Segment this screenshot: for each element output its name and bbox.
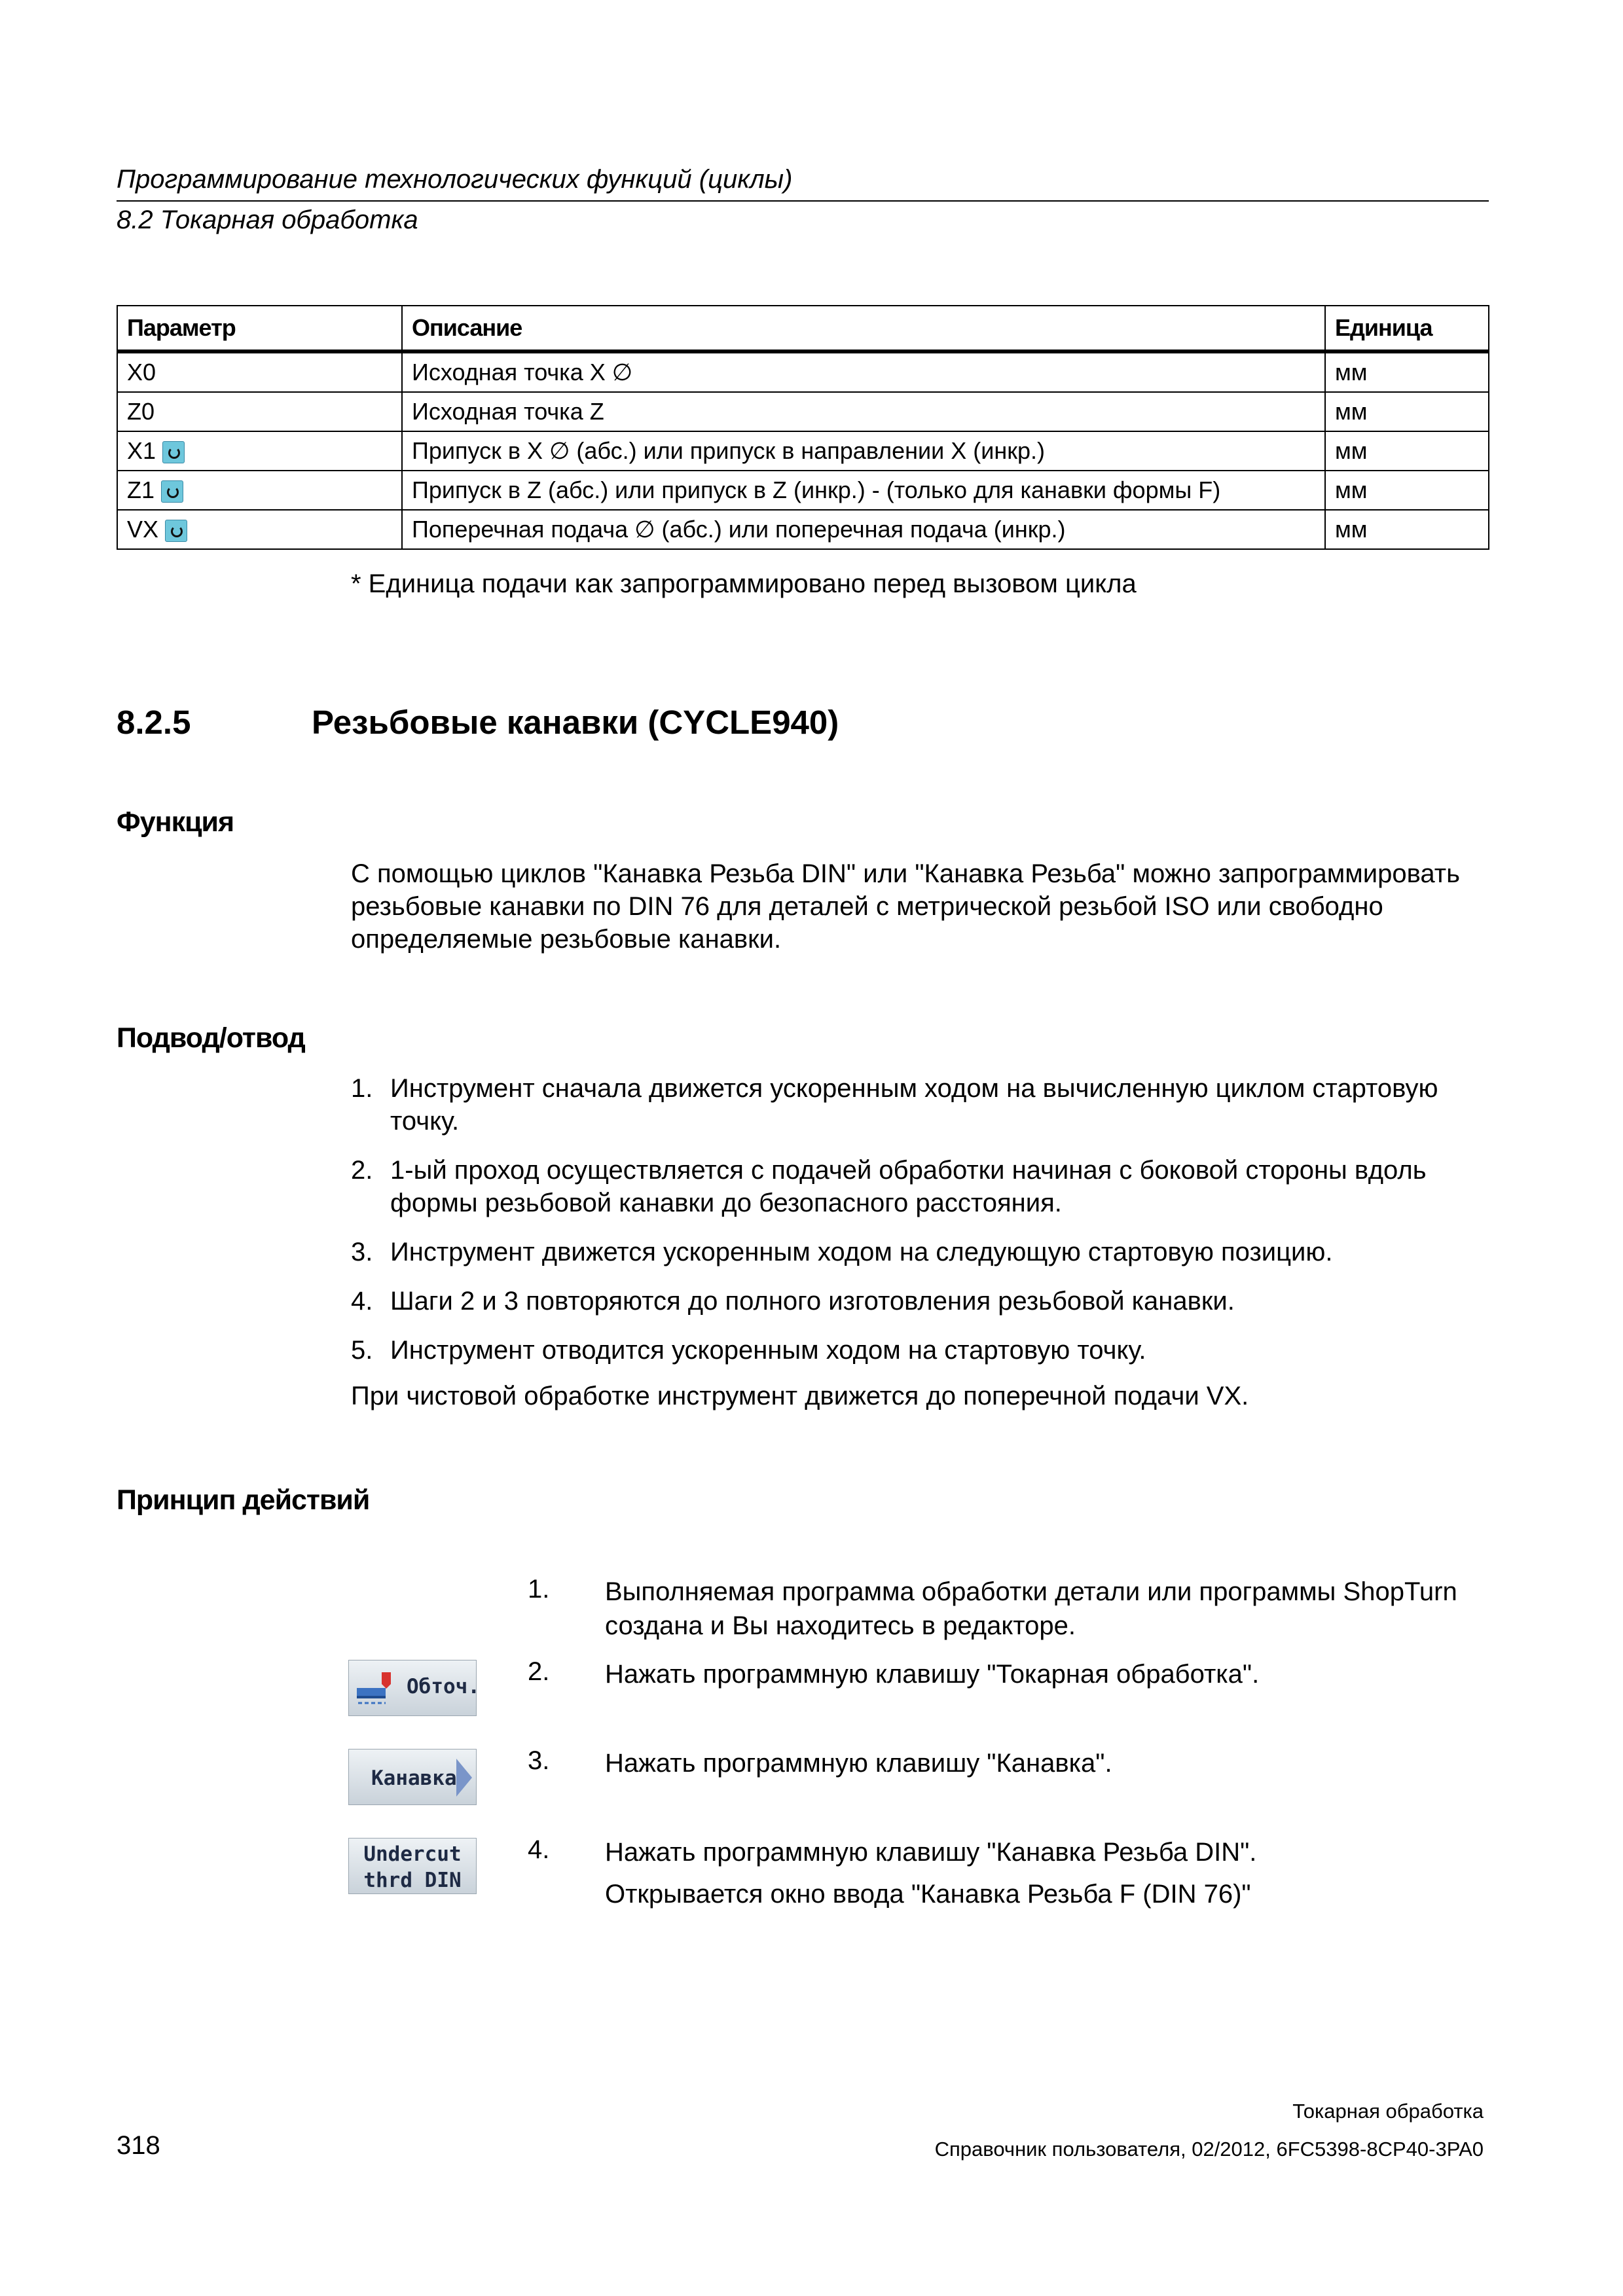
function-heading: Функция <box>117 806 234 838</box>
step-text: Инструмент сначала движется ускоренным ходом на вычисленную циклом стартовую точку. <box>390 1074 1438 1136</box>
page-number: 318 <box>117 2131 160 2160</box>
table-row <box>117 392 1489 431</box>
table-header-row <box>117 306 1489 351</box>
column-header-parameter: Параметр <box>117 306 402 351</box>
param-cell <box>117 392 402 431</box>
unit-cell: мм <box>1325 471 1489 510</box>
undercut-thread-din-softkey[interactable] <box>348 1838 477 1894</box>
param-name: Z1 <box>127 476 155 503</box>
approach-steps-list <box>351 1072 1503 1383</box>
footer-chapter: Токарная обработка <box>1292 2100 1484 2123</box>
abs-inc-toggle-icon <box>162 441 185 463</box>
procedure-step-number: 3. <box>528 1746 550 1775</box>
unit-cell: мм <box>1325 392 1489 431</box>
list-item <box>351 1236 1503 1268</box>
unit-cell: мм <box>1325 351 1489 392</box>
procedure-heading: Принцип действий <box>117 1484 370 1516</box>
param-cell <box>117 510 402 549</box>
param-name: Z0 <box>127 398 155 425</box>
softkey-label-line1: Undercut <box>363 1842 462 1866</box>
param-name: VX <box>127 516 159 543</box>
description-cell: Исходная точка Z <box>402 392 1325 431</box>
step-text: Инструмент движется ускоренным ходом на следующую стартовую позицию. <box>390 1238 1333 1266</box>
submenu-arrow-icon <box>456 1759 472 1797</box>
running-header-chapter: Программирование технологических функций (циклы) <box>117 165 793 194</box>
procedure-step-text: Выполняемая программа обработки детали или программы ShopTurn создана и Вы находитесь в редакторе. <box>605 1577 1457 1640</box>
feed-unit-note: * Единица подачи как запрограммировано перед вызовом цикла <box>351 569 1137 598</box>
unit-cell: мм <box>1325 510 1489 549</box>
procedure-step-text: Нажать программную клавишу "Канавка". <box>605 1749 1112 1778</box>
list-item <box>351 1285 1503 1318</box>
section-number: 8.2.5 <box>117 704 191 741</box>
parameter-table <box>117 305 1489 550</box>
description-cell: Исходная точка X ∅ <box>402 351 1325 392</box>
procedure-step-text: Нажать программную клавишу "Токарная обработка". <box>605 1660 1260 1689</box>
unit-cell: мм <box>1325 431 1489 471</box>
section-title: Резьбовые канавки (CYCLE940) <box>312 704 839 741</box>
step-number: 5. <box>351 1336 373 1365</box>
description-cell: Припуск в X ∅ (абс.) или припуск в направлении X (инкр.) <box>402 431 1325 471</box>
step-text: Инструмент отводится ускоренным ходом на стартовую точку. <box>390 1336 1146 1365</box>
abs-inc-toggle-icon <box>161 480 183 503</box>
running-header-section: 8.2 Токарная обработка <box>117 206 418 234</box>
step-number: 3. <box>351 1238 373 1266</box>
table-row <box>117 351 1489 392</box>
finish-note: При чистовой обработке инструмент движется до поперечной подачи VX. <box>351 1382 1249 1410</box>
description-cell: Припуск в Z (абс.) или припуск в Z (инкр.) - (только для канавки формы F) <box>402 471 1325 510</box>
param-cell <box>117 471 402 510</box>
param-name: X1 <box>127 437 156 464</box>
table-row <box>117 431 1489 471</box>
step-text: 1-ый проход осуществляется с подачей обработки начиная с боковой стороны вдоль формы резьбовой канавки до безопасного расстояния. <box>390 1156 1427 1217</box>
footer-manual-info: Справочник пользователя, 02/2012, 6FC5398-8CP40-3PA0 <box>934 2138 1484 2161</box>
section-heading <box>117 703 839 742</box>
param-cell <box>117 431 402 471</box>
approach-heading: Подвод/отвод <box>117 1022 305 1054</box>
step-text: Шаги 2 и 3 повторяются до полного изготовления резьбовой канавки. <box>390 1287 1235 1316</box>
list-item <box>351 1154 1503 1219</box>
softkey-label: Обточ. <box>407 1675 480 1698</box>
abs-inc-toggle-icon <box>165 520 187 542</box>
procedure-step-number: 4. <box>528 1835 550 1864</box>
softkey-label: Канавка <box>371 1767 457 1790</box>
list-item <box>351 1334 1503 1367</box>
column-header-description: Описание <box>402 306 1325 351</box>
table-row <box>117 471 1489 510</box>
procedure-step-number: 2. <box>528 1657 550 1686</box>
param-cell <box>117 351 402 392</box>
column-header-unit: Единица <box>1325 306 1489 351</box>
table-row <box>117 510 1489 549</box>
softkey-label-line2: thrd DIN <box>363 1869 462 1892</box>
procedure-step-number: 1. <box>528 1575 550 1604</box>
function-text: С помощью циклов "Канавка Резьба DIN" или "Канавка Резьба" можно запрограммировать резьбовые канавки по DIN 76 для деталей с метрической резьбой ISO или свободно определяемые резьбовые канавки. <box>351 859 1460 954</box>
step-number: 4. <box>351 1287 373 1316</box>
groove-softkey[interactable] <box>348 1749 477 1805</box>
header-rule <box>117 200 1489 202</box>
step-number: 1. <box>351 1074 373 1103</box>
step-number: 2. <box>351 1156 373 1185</box>
description-cell: Поперечная подача ∅ (абс.) или поперечная подача (инкр.) <box>402 510 1325 549</box>
procedure-step-result: Открывается окно ввода "Канавка Резьба F (DIN 76)" <box>605 1880 1251 1909</box>
procedure-step-text: Нажать программную клавишу "Канавка Резьба DIN". <box>605 1838 1257 1867</box>
turning-softkey[interactable] <box>348 1660 480 1716</box>
param-name: X0 <box>127 359 156 386</box>
turning-tool-icon <box>357 1668 397 1708</box>
list-item <box>351 1072 1503 1138</box>
